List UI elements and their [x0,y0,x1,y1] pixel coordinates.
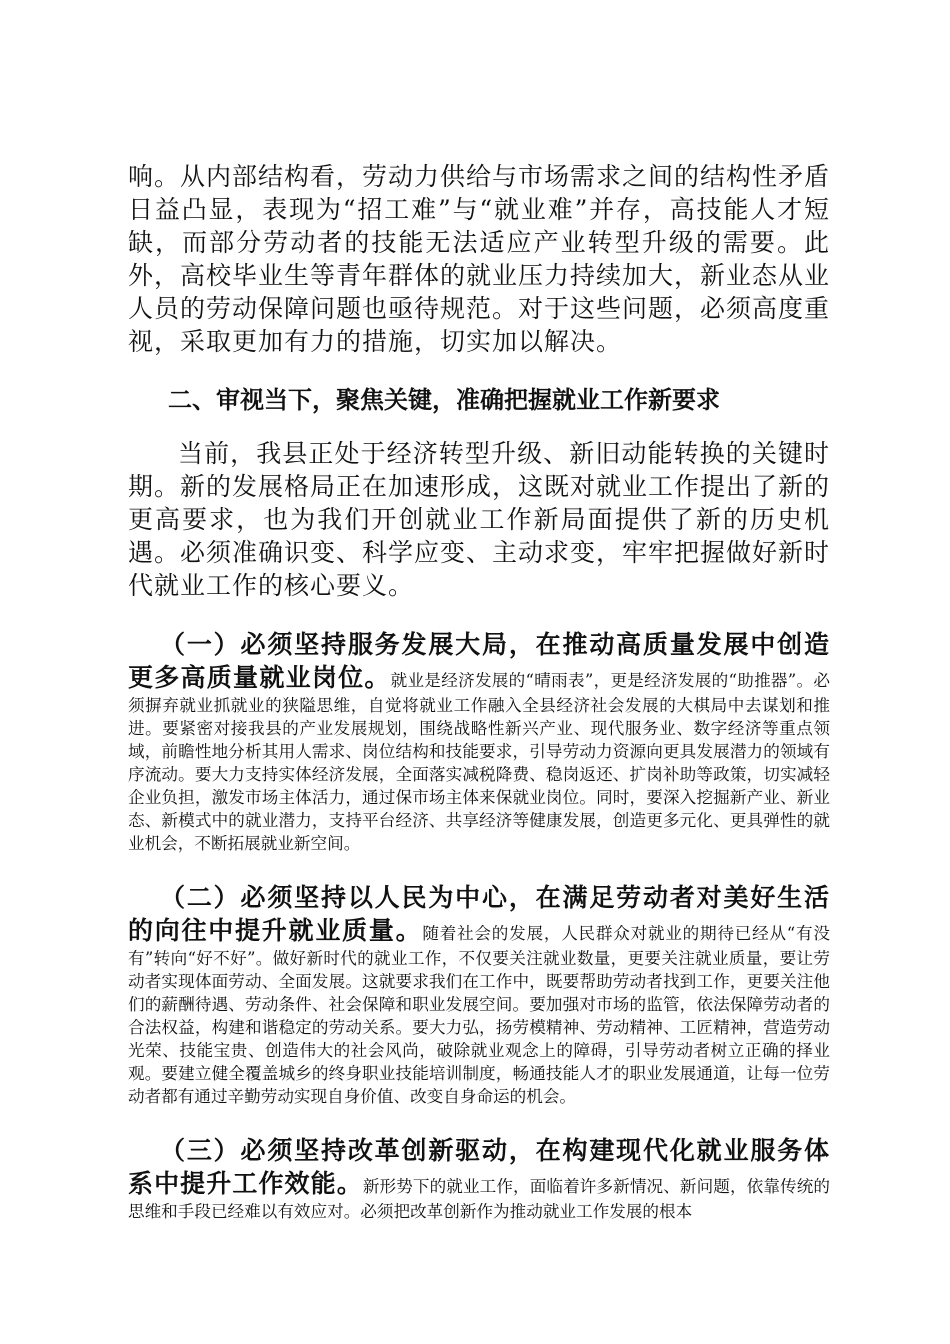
subsection-2 [128,881,830,1108]
subsection-body: 新形势下的就业工作，面临着许多新情况、新问题，依靠传统的思维和手段已经难以有效应对。必须把改革创新作为推动就业工作发展的根本 [128,1177,830,1221]
subsection-body: 随着社会的发展，人民群众对就业的期待已经从“有没有”转向“好不好”。做好新时代的就业工作，不仅要关注就业数量，更要关注就业质量，要让劳动者实现体面劳动、全面发展。这就要求我们在工作中，既要帮助劳动者找到工作，更要关注他们的薪酬待遇、劳动条件、社会保障和职业发展空间。要加强对市场的监管，依法保障劳动者的合法权益，构建和谐稳定的劳动关系。要大力弘，扬劳模精神、劳动精神、工匠精神，营造劳动光荣、技能宝贵、创造伟大的社会风尚，破除就业观念上的障碍，引导劳动者树立正确的择业观。要建立健全覆盖城乡的终身职业技能培训制度，畅通技能人才的职业发展通道，让每一位劳动者都有通过辛勤劳动实现自身价值、改变自身命运的机会。 [128,924,830,1106]
subsection-heading: （三）必须坚持改革创新驱动，在构建现代化就业服务体系中提升工作效能。 [128,1136,830,1198]
section-paragraph: 当前，我县正处于经济转型升级、新旧动能转换的关键时期。新的发展格局正在加速形成，这既对就业工作提出了新的更高要求，也为我们开创就业工作新局面提供了新的历史机遇。必须准确识变、科学应变、主动求变，牢牢把握做好新时代就业工作的核心要义。 [128,439,831,600]
document-body [128,160,830,1223]
subsection-heading: （二）必须坚持以人民为中心，在满足劳动者对美好生活的向往中提升就业质量。 [128,883,830,945]
subsection-1 [128,628,830,855]
subsection-heading: （一）必须坚持服务发展大局，在推动高质量发展中创造更多高质量就业岗位。 [128,630,830,692]
subsection-3 [128,1134,830,1223]
section-heading: 二、审视当下，聚焦关键，准确把握就业工作新要求 [168,386,720,414]
intro-paragraph: 响。从内部结构看，劳动力供给与市场需求之间的结构性矛盾日益凸显，表现为“招工难”与“就业难”并存，高技能人才短缺，而部分劳动者的技能无法适应产业转型升级的需要。此外，高校毕业生等青年群体的就业压力持续加大，新业态从业人员的劳动保障问题也亟待规范。对于这些问题，必须高度重视，采取更加有力的措施，切实加以解决。 [128,162,831,356]
subsection-body: 就业是经济发展的“晴雨表”，更是经济发展的“助推器”。必须摒弃就业抓就业的狭隘思维，自觉将就业工作融入全县经济社会发展的大棋局中去谋划和推进。要紧密对接我县的产业发展规划，围绕战略性新兴产业、现代服务业、数字经济等重点领域，前瞻性地分析其用人需求、岗位结构和技能要求，引导劳动力资源向更具发展潜力的领域有序流动。要大力支持实体经济发展，全面落实减税降费、稳岗返还、扩岗补助等政策，切实减轻企业负担，激发市场主体活力，通过保市场主体来保就业岗位。同时，要深入挖掘新产业、新业态、新模式中的就业潜力，支持平台经济、共享经济等健康发展，创造更多元化、更具弹性的就业机会，不断拓展就业新空间。 [128,671,830,853]
